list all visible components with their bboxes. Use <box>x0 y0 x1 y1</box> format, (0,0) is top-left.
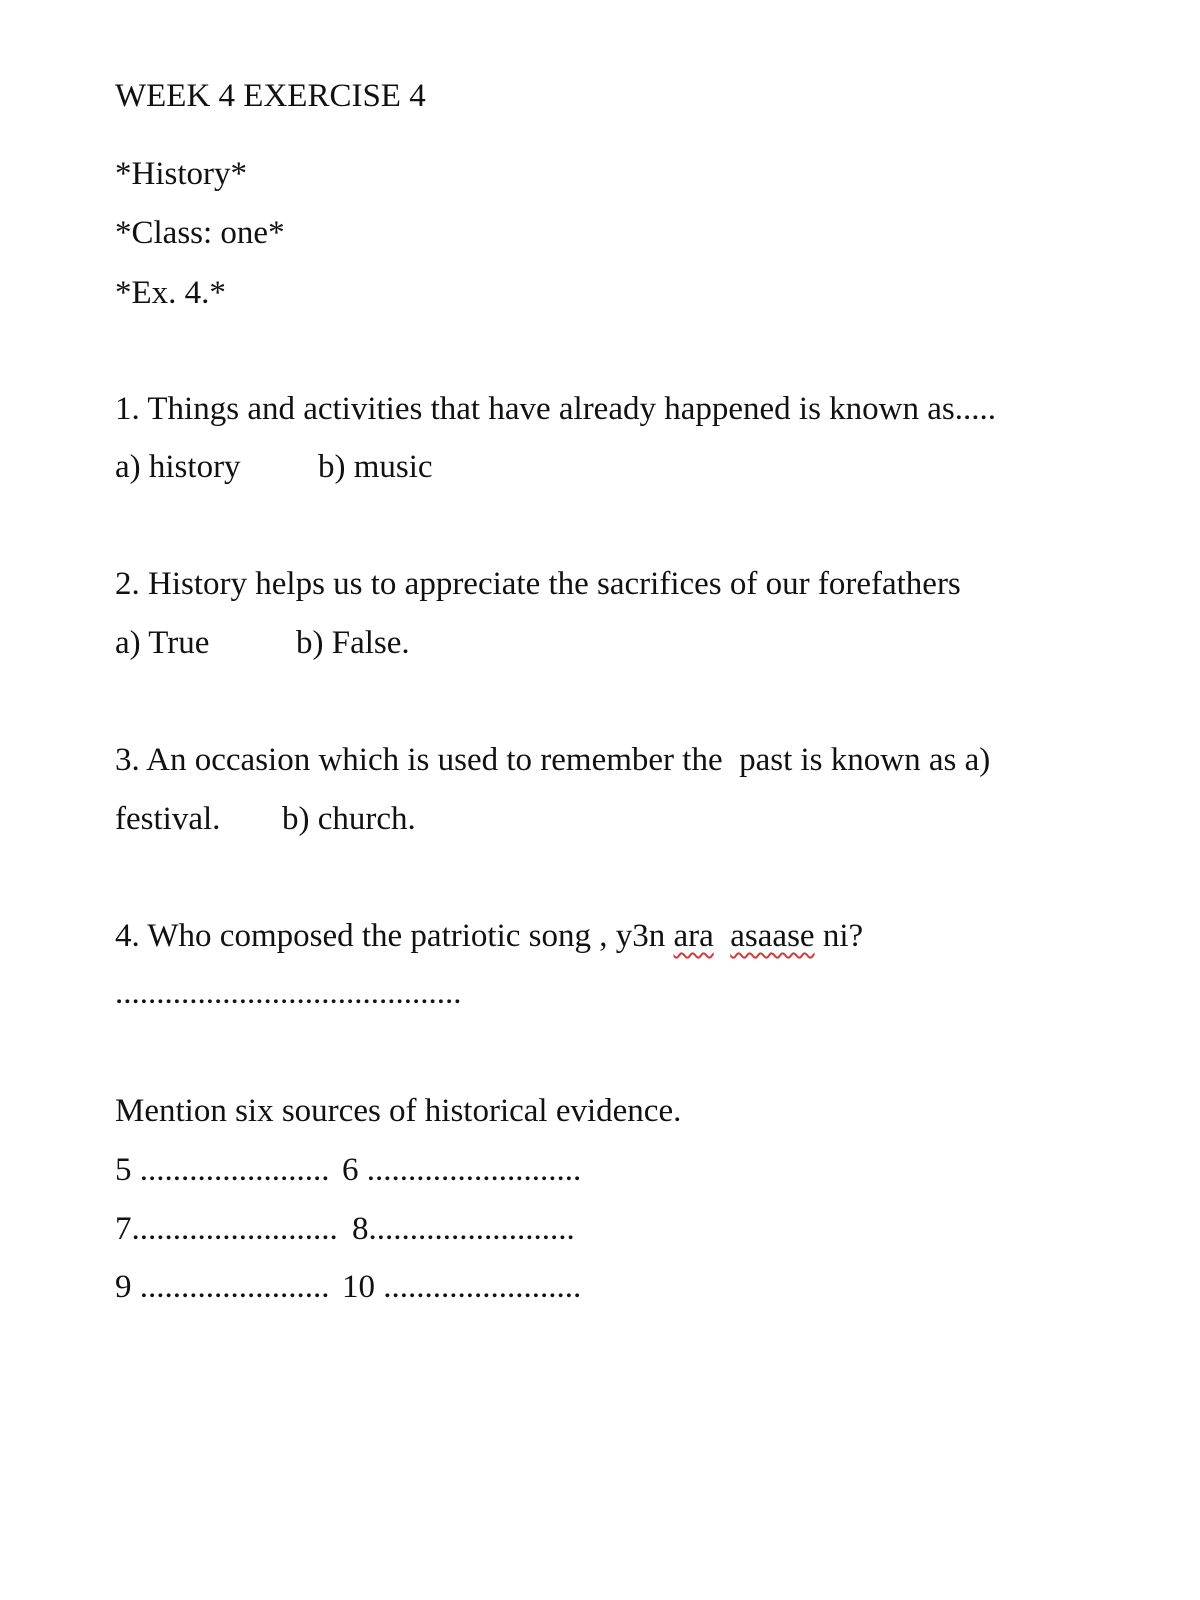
question-1-text: 1. Things and activities that have already happened is known as..... <box>115 391 996 427</box>
question-1-option-b: b) music <box>318 449 433 485</box>
question-4-space <box>714 918 731 954</box>
question-2-option-b: b) False. <box>296 625 410 661</box>
source-blank-10: 10 ........................ <box>342 1269 582 1305</box>
question-2-option-a: a) True <box>115 625 210 661</box>
source-blank-6: 6 .......................... <box>342 1152 582 1188</box>
question-1-option-a: a) history <box>115 449 241 485</box>
question-4-word-asaase: asaase <box>730 918 815 954</box>
question-4-word-ara: ara <box>673 918 714 954</box>
question-4-suffix: ni? <box>814 918 864 954</box>
question-3-option-a: festival. <box>115 801 221 837</box>
question-3-text: 3. An occasion which is used to remember the past is known as a) <box>115 742 991 778</box>
question-4-text <box>115 920 863 953</box>
subject-label: *History* <box>115 156 247 192</box>
class-label: *Class: one* <box>115 215 285 251</box>
source-blank-9: 9 ....................... <box>115 1269 330 1305</box>
question-4-prefix: 4. Who composed the patriotic song , y3n <box>115 918 674 954</box>
sources-prompt: Mention six sources of historical evidence. <box>115 1093 682 1129</box>
source-blank-7: 7......................... <box>115 1211 338 1247</box>
worksheet-title: WEEK 4 EXERCISE 4 <box>115 78 426 114</box>
source-blank-5: 5 ....................... <box>115 1152 330 1188</box>
source-blank-8: 8......................... <box>352 1211 575 1247</box>
question-3-option-b: b) church. <box>282 801 416 837</box>
question-2-text: 2. History helps us to appreciate the sacrifices of our forefathers <box>115 566 961 602</box>
question-4-answer-blank: .......................................... <box>115 975 462 1011</box>
exercise-label: *Ex. 4.* <box>115 275 226 311</box>
